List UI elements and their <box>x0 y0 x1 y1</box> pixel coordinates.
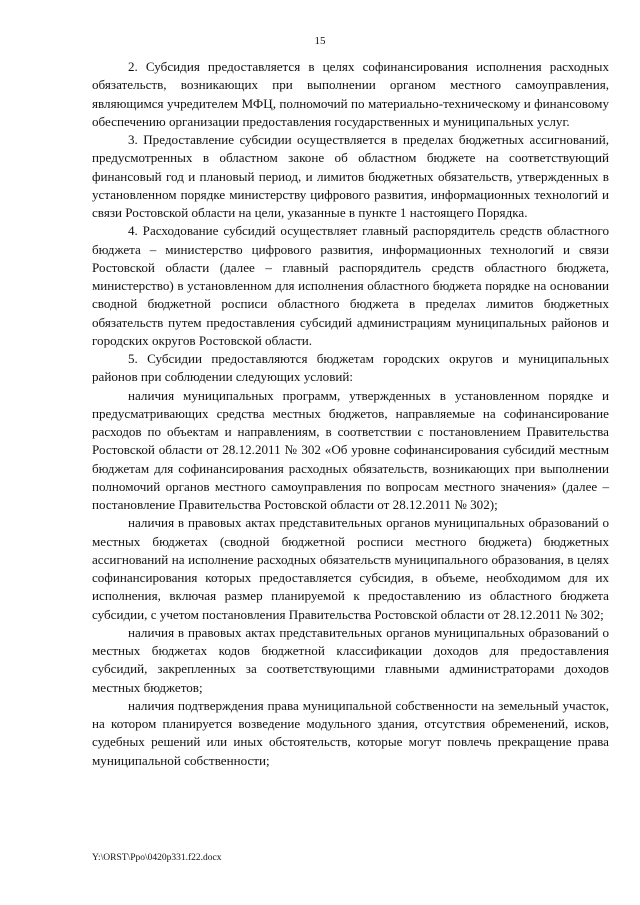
paragraph-4: 4. Расходование субсидий осуществляет главный распорядитель средств областного бюджета – министерство цифрового развития, информационных технологий и связи Ростовской области (далее – главный распорядитель средств областного бюджета, министерство) в установленном для исполнения областного бюджета порядке на основании сводной бюджетной росписи областного бюджета в пределах лимитов бюджетных обязательств путем предоставления субсидий администрациям муниципальных районов и городских округов Ростовской области. <box>92 223 609 348</box>
condition-land-ownership: наличия подтверждения права муниципальной собственности на земельный участок, на котором планируется возведение модульного здания, отсутствия обременений, исков, судебных решений или иных обстоятельств, которые могут повлечь прекращение права муниципальной собственности; <box>92 697 609 768</box>
document-body <box>92 58 609 770</box>
page-number: 15 <box>314 35 326 47</box>
condition-budget-allocations: наличия в правовых актах представительных органов муниципальных образований о местных бюджетах (сводной бюджетной росписи местного бюджета) бюджетных ассигнований на исполнение расходных обязательств муниципального образования, в целях софинансирования которых предоставляется субсидия, в объеме, необходимом для их исполнения, включая размер планируемой к предоставлению из областного бюджета субсидии, с учетом постановления Правительства Ростовской области от 28.12.2011 № 302; <box>92 515 609 622</box>
condition-municipal-programs: наличия муниципальных программ, утвержденных в установленном порядке и предусматривающих средства местных бюджетов, направляемые на софинансирование расходов по объектам и направлениям, в соответствии с постановлением Правительства Ростовской области от 28.12.2011 № 302 «Об уровне софинансирования субсидий местным бюджетам для софинансирования расходных обязательств, возникающих при выполнении полномочий органов местного самоуправления по вопросам местного значения» (далее – постановление Правительства Ростовской области от 28.12.2011 № 302); <box>92 387 609 512</box>
paragraph-5: 5. Субсидии предоставляются бюджетам городских округов и муниципальных районов при соблюдении следующих условий: <box>92 351 609 385</box>
paragraph-2: 2. Субсидия предоставляется в целях софинансирования исполнения расходных обязательств, возникающих при выполнении органом местного самоуправления, являющимся учредителем МФЦ, полномочий по материально-техническому и финансовому обеспечению организации предоставления государственных и муниципальных услуг. <box>92 59 609 129</box>
footer-file-path: Y:\ORST\Ppo\0420p331.f22.docx <box>92 853 222 863</box>
paragraph-3: 3. Предоставление субсидии осуществляется в пределах бюджетных ассигнований, предусмотренных в областном законе об областном бюджете на соответствующий финансовый год и плановый период, и лимитов бюджетных обязательств, утвержденных в установленном порядке министерству цифрового развития, информационных технологий и связи Ростовской области на цели, указанные в пункте 1 настоящего Порядка. <box>92 132 609 220</box>
condition-classification-codes: наличия в правовых актах представительных органов муниципальных образований о местных бюджетах кодов бюджетной классификации доходов для предоставления субсидий, закрепленных за соответствующими главными администраторами доходов местных бюджетов; <box>92 624 609 695</box>
